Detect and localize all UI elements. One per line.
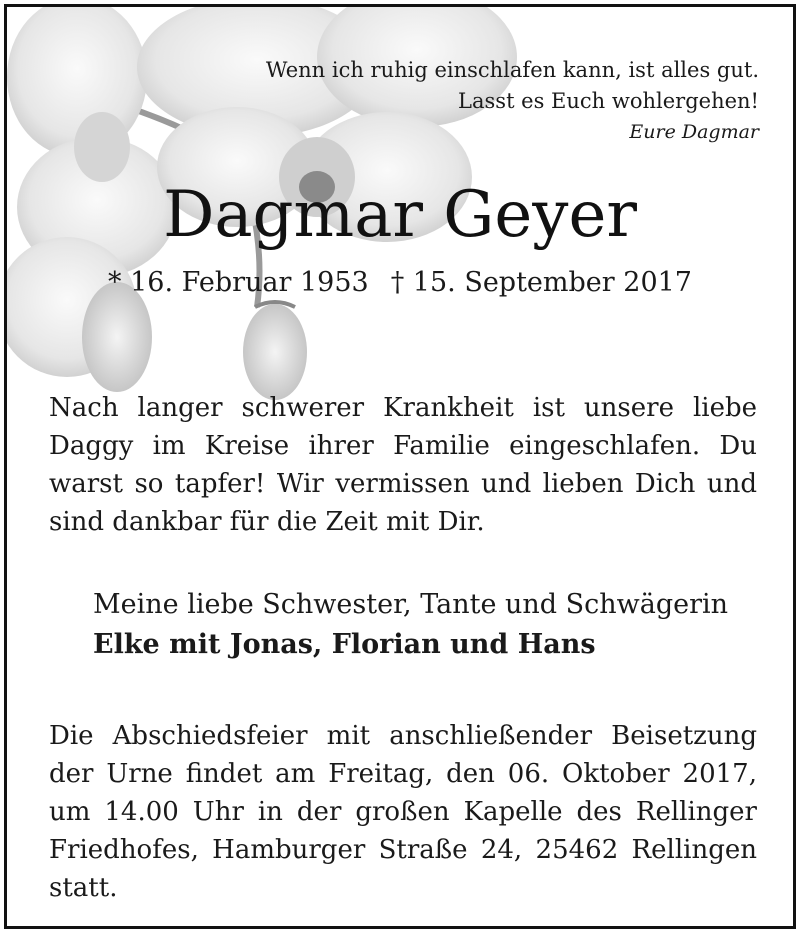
quote-line-1: Wenn ich ruhig einschlafen kann, ist alles gut. [265,58,759,82]
mourners-block [93,585,728,665]
obituary-frame [4,4,796,929]
quote-line-2: Lasst es Euch wohlergehen! [458,89,759,113]
quote-block [266,55,759,148]
life-dates [7,265,793,301]
message-paragraph: Nach langer schwerer Krankheit ist unsere liebe Daggy im Kreise ihrer Familie eingeschlafen. Du warst so tapfer! Wir vermissen und lieben Dich und sind dankbar für die Zeit mit Dir. [49,393,757,537]
deceased-name: Dagmar Geyer [163,178,637,252]
quote-signature: Eure Dagmar [629,121,759,143]
mourners-names: Elke mit Jonas, Florian und Hans [93,629,596,660]
mourners-relation: Meine liebe Schwester, Tante und Schwägerin [93,589,729,620]
ceremony-paragraph: Die Abschiedsfeier mit anschließender Beisetzung der Urne findet am Freitag, den 06. Oktober 2017, um 14.00 Uhr in der großen Kapelle des Rellinger Friedhofes, Hamburger Straße 24, 25462 Rellingen statt. [49,721,757,903]
birth-date: * 16. Februar 1953 [108,267,369,298]
death-date: † 15. September 2017 [390,267,692,298]
